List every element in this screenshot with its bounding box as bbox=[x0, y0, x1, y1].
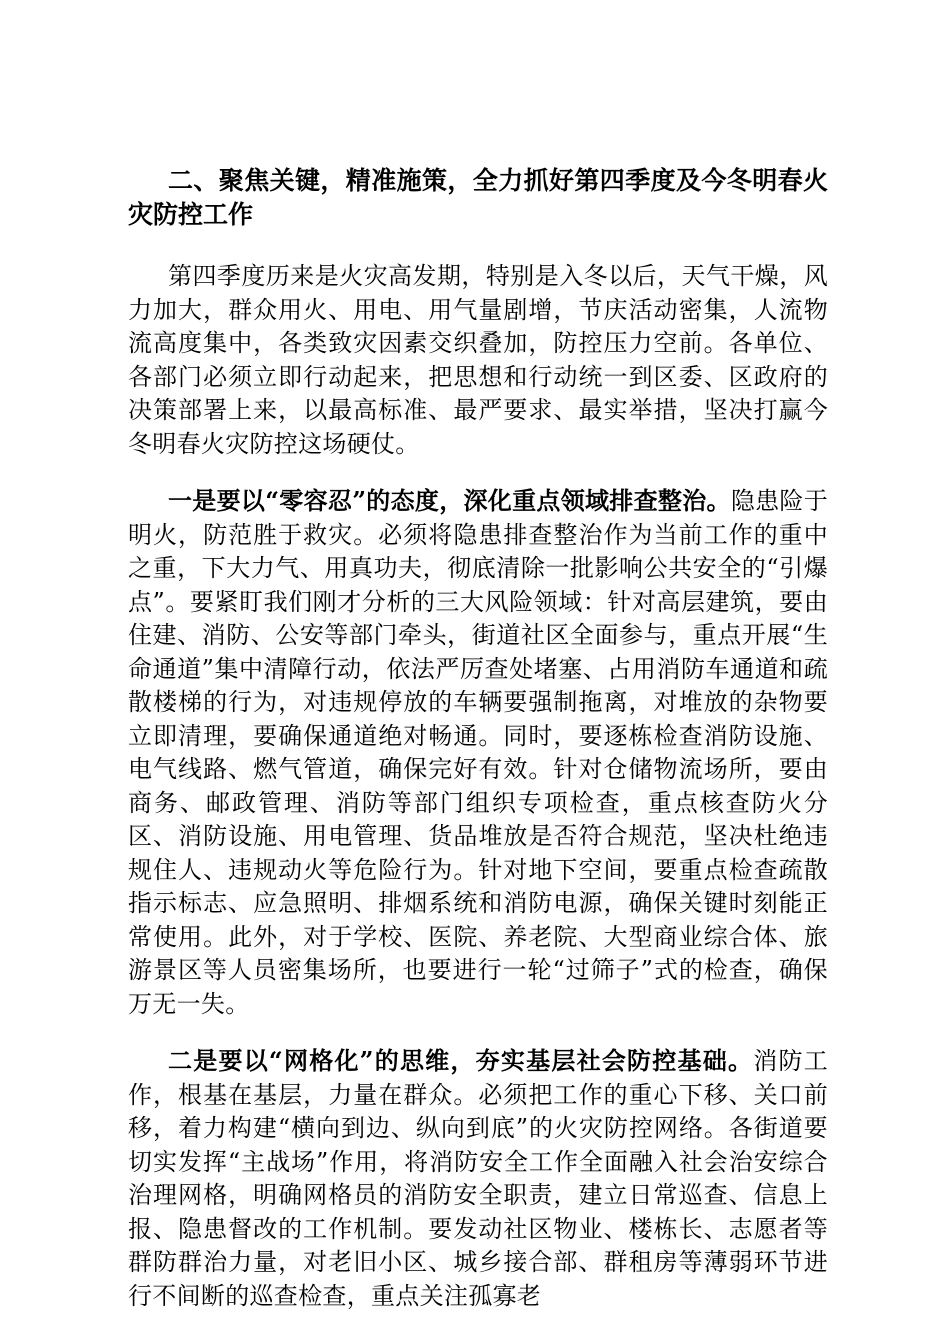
paragraph-point-one bbox=[128, 484, 828, 1021]
paragraph-point-two bbox=[128, 1044, 828, 1313]
paragraph-text: 隐患险于明火，防范胜于救灾。必须将隐患排查整治作为当前工作的重中之重，下大力气、用真功夫，彻底清除一批影响公共安全的“引爆点”。要紧盯我们刚才分析的三大风险领域：针对高层建筑，要由住建、消防、公安等部门牵头，街道社区全面参与，重点开展“生命通道”集中清障行动，依法严厉查处堵塞、占用消防车通道和疏散楼梯的行为，对违规停放的车辆要强制拖离，对堆放的杂物要立即清理，要确保通道绝对畅通。同时，要逐栋检查消防设施、电气线路、燃气管道，确保完好有效。针对仓储物流场所，要由商务、邮政管理、消防等部门组织专项检查，重点核查防火分区、消防设施、用电管理、货品堆放是否符合规范，坚决杜绝违规住人、违规动火等危险行为。针对地下空间，要重点检查疏散指示标志、应急照明、排烟系统和消防电源，确保关键时刻能正常使用。此外，对于学校、医院、养老院、大型商业综合体、旅游景区等人员密集场所，也要进行一轮“过筛子”式的检查，确保万无一失。 bbox=[128, 487, 829, 1018]
section-heading: 二、聚焦关键，精准施策，全力抓好第四季度及今冬明春火灾防控工作 bbox=[128, 166, 828, 229]
document-body bbox=[128, 164, 828, 1313]
paragraph-text: 第四季度历来是火灾高发期，特别是入冬以后，天气干燥，风力加大，群众用火、用电、用气量剧增，节庆活动密集，人流物流高度集中，各类致灾因素交织叠加，防控压力空前。各单位、各部门必须立即行动起来，把思想和行动统一到区委、区政府的决策部署上来，以最高标准、最严要求、最实举措，坚决打赢今冬明春火灾防控这场硬仗。 bbox=[128, 262, 828, 458]
paragraph-text: 消防工作，根基在基层，力量在群众。必须把工作的重心下移、关口前移，着力构建“横向到边、纵向到底”的火灾防控网络。各街道要切实发挥“主战场”作用，将消防安全工作全面融入社会治安综合治理网格，明确网格员的消防安全职责，建立日常巡查、信息上报、隐患督改的工作机制。要发动社区物业、楼栋长、志愿者等群防群治力量，对老旧小区、城乡接合部、群租房等薄弱环节进行不间断的巡查检查，重点关注孤寡老 bbox=[128, 1047, 829, 1310]
paragraph-intro bbox=[128, 259, 828, 461]
paragraph-lead: 一是要以“零容忍”的态度，深化重点领域排查整治。 bbox=[168, 486, 731, 515]
paragraph-lead: 二是要以“网格化”的思维，夯实基层社会防控基础。 bbox=[168, 1046, 754, 1075]
